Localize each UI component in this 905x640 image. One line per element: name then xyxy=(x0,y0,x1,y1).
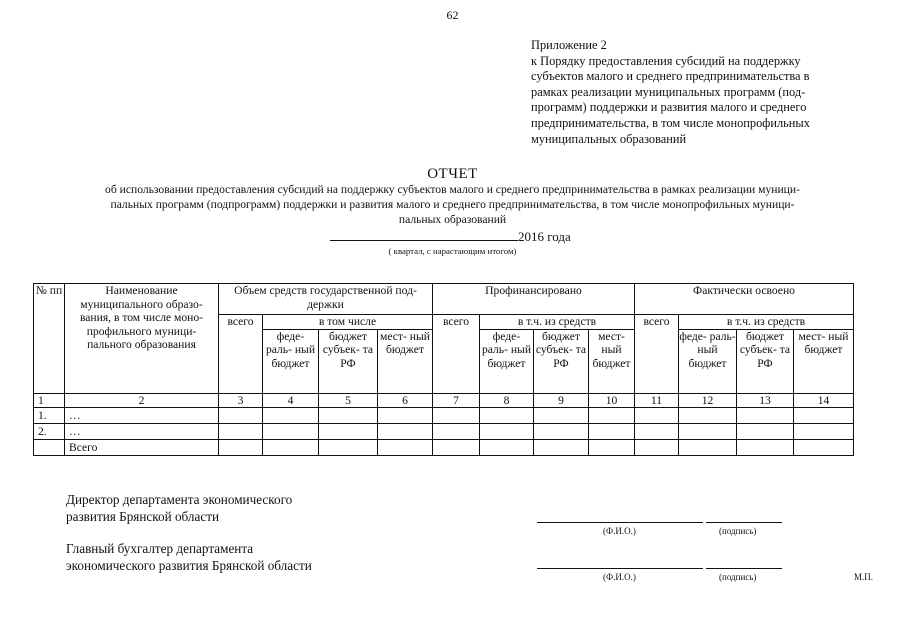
stamp-place: М.П. xyxy=(854,572,874,582)
column-number: 9 xyxy=(534,393,589,408)
row-name: … xyxy=(65,408,219,424)
header-volume: Объем средств государственной под- держки xyxy=(219,284,433,315)
table-cell[interactable] xyxy=(319,440,378,456)
appendix-line: программ) поддержки и развития малого и среднего xyxy=(531,100,807,115)
header-financed: Профинансировано xyxy=(433,284,635,315)
column-number: 10 xyxy=(589,393,635,408)
appendix-line: Приложение 2 xyxy=(531,38,607,52)
table-cell[interactable] xyxy=(679,424,737,440)
header-financed-total: всего xyxy=(433,315,480,394)
table-cell[interactable] xyxy=(219,440,263,456)
header-spent-total: всего xyxy=(635,315,679,394)
table-cell[interactable] xyxy=(794,440,854,456)
accountant-fio-line[interactable] xyxy=(537,568,703,569)
column-number: 4 xyxy=(263,393,319,408)
header-number: № пп xyxy=(34,284,65,394)
table-cell[interactable] xyxy=(794,408,854,424)
director-sign-line[interactable] xyxy=(706,522,782,523)
header-local: мест- ный бюджет xyxy=(589,329,635,393)
table-cell[interactable] xyxy=(219,408,263,424)
table-cell[interactable] xyxy=(679,408,737,424)
row-name: … xyxy=(65,424,219,440)
appendix-line: муниципальных образований xyxy=(531,131,687,146)
table-cell[interactable] xyxy=(635,424,679,440)
row-number: 1. xyxy=(34,408,65,424)
report-table xyxy=(33,283,854,456)
row-name: Всего xyxy=(65,440,219,456)
appendix-line: к Порядку предоставления субсидий на поддержку xyxy=(531,53,801,68)
table-cell[interactable] xyxy=(480,440,534,456)
subtitle-line: об использовании предоставления субсидий на поддержку субъектов малого и среднего предпринимательства в рамках реализации муници- xyxy=(105,183,800,196)
fio-caption: (Ф.И.О.) xyxy=(603,572,636,582)
table-row xyxy=(34,424,854,440)
table-cell[interactable] xyxy=(635,408,679,424)
table-cell[interactable] xyxy=(737,424,794,440)
table-cell[interactable] xyxy=(635,440,679,456)
column-number: 5 xyxy=(319,393,378,408)
table-cell[interactable] xyxy=(480,408,534,424)
appendix-note xyxy=(531,38,861,147)
header-financed-sources: в т.ч. из средств xyxy=(480,315,635,330)
table-cell[interactable] xyxy=(794,424,854,440)
table-cell[interactable] xyxy=(589,408,635,424)
header-subject: бюджет субъек- та РФ xyxy=(534,329,589,393)
table-cell[interactable] xyxy=(263,408,319,424)
table-cell[interactable] xyxy=(534,424,589,440)
header-subject: бюджет субъек- та РФ xyxy=(737,329,794,393)
report-title: ОТЧЕТ xyxy=(427,166,478,182)
sign-caption: (подпись) xyxy=(719,572,757,582)
subtitle-line: пальных программ (подпрограмм) поддержки и развития малого и среднего предпринимательства, в том числе монопрофильных муници- xyxy=(110,198,795,211)
period-hint: ( квартал, с нарастающим итогом) xyxy=(388,246,517,256)
accountant-signature-label: Главный бухгалтер департамента экономического развития Брянской области xyxy=(66,541,312,573)
row-number: 2. xyxy=(34,424,65,440)
table-cell[interactable] xyxy=(534,440,589,456)
table-cell[interactable] xyxy=(319,424,378,440)
row-number xyxy=(34,440,65,456)
table-cell[interactable] xyxy=(263,440,319,456)
page-number: 62 xyxy=(446,8,459,22)
director-signature-label: Директор департамента экономического развития Брянской области xyxy=(66,492,293,524)
header-local: мест- ный бюджет xyxy=(794,329,854,393)
table-cell[interactable] xyxy=(737,440,794,456)
header-federal: феде- раль- ный бюджет xyxy=(263,329,319,393)
table-row xyxy=(34,408,854,424)
column-number: 11 xyxy=(635,393,679,408)
period-year: 2016 года xyxy=(518,229,571,244)
table-cell[interactable] xyxy=(480,424,534,440)
table-cell[interactable] xyxy=(378,424,433,440)
accountant-sign-line[interactable] xyxy=(706,568,782,569)
table-cell[interactable] xyxy=(433,408,480,424)
appendix-line: субъектов малого и среднего предпринимательства в xyxy=(531,69,810,84)
header-volume-total: всего xyxy=(219,315,263,394)
table-cell[interactable] xyxy=(319,408,378,424)
table-cell[interactable] xyxy=(219,424,263,440)
table-cell[interactable] xyxy=(737,408,794,424)
column-number: 14 xyxy=(794,393,854,408)
table-cell[interactable] xyxy=(378,440,433,456)
report-period xyxy=(330,228,571,245)
table-cell[interactable] xyxy=(433,424,480,440)
director-fio-line[interactable] xyxy=(537,522,703,523)
table-cell[interactable] xyxy=(534,408,589,424)
column-number: 7 xyxy=(433,393,480,408)
table-cell[interactable] xyxy=(589,440,635,456)
subtitle-line: пальных образований xyxy=(398,213,507,226)
sign-caption: (подпись) xyxy=(719,526,757,536)
table-cell[interactable] xyxy=(679,440,737,456)
header-local: мест- ный бюджет xyxy=(378,329,433,393)
header-volume-including: в том числе xyxy=(263,315,433,330)
header-spent-sources: в т.ч. из средств xyxy=(679,315,854,330)
appendix-line: предпринимательства, в том числе монопрофильных xyxy=(531,115,810,130)
header-federal: феде- раль- ный бюджет xyxy=(679,329,737,393)
header-subject: бюджет субъек- та РФ xyxy=(319,329,378,393)
header-name: Наименование муниципального образо- вания, в том числе моно- профильного муници- пального образования xyxy=(65,284,219,394)
column-number: 1 xyxy=(34,393,65,408)
column-number: 3 xyxy=(219,393,263,408)
column-number: 6 xyxy=(378,393,433,408)
column-number: 2 xyxy=(65,393,219,408)
period-blank-line[interactable] xyxy=(330,228,518,241)
report-subtitle xyxy=(50,182,855,227)
total-row xyxy=(34,440,854,456)
column-number: 8 xyxy=(480,393,534,408)
table-cell[interactable] xyxy=(263,424,319,440)
fio-caption: (Ф.И.О.) xyxy=(603,526,636,536)
header-spent: Фактически освоено xyxy=(635,284,854,315)
header-federal: феде- раль- ный бюджет xyxy=(480,329,534,393)
table-cell[interactable] xyxy=(433,440,480,456)
table-cell[interactable] xyxy=(378,408,433,424)
appendix-line: рамках реализации муниципальных программ (под- xyxy=(531,84,806,99)
table-cell[interactable] xyxy=(589,424,635,440)
column-number: 13 xyxy=(737,393,794,408)
column-number: 12 xyxy=(679,393,737,408)
